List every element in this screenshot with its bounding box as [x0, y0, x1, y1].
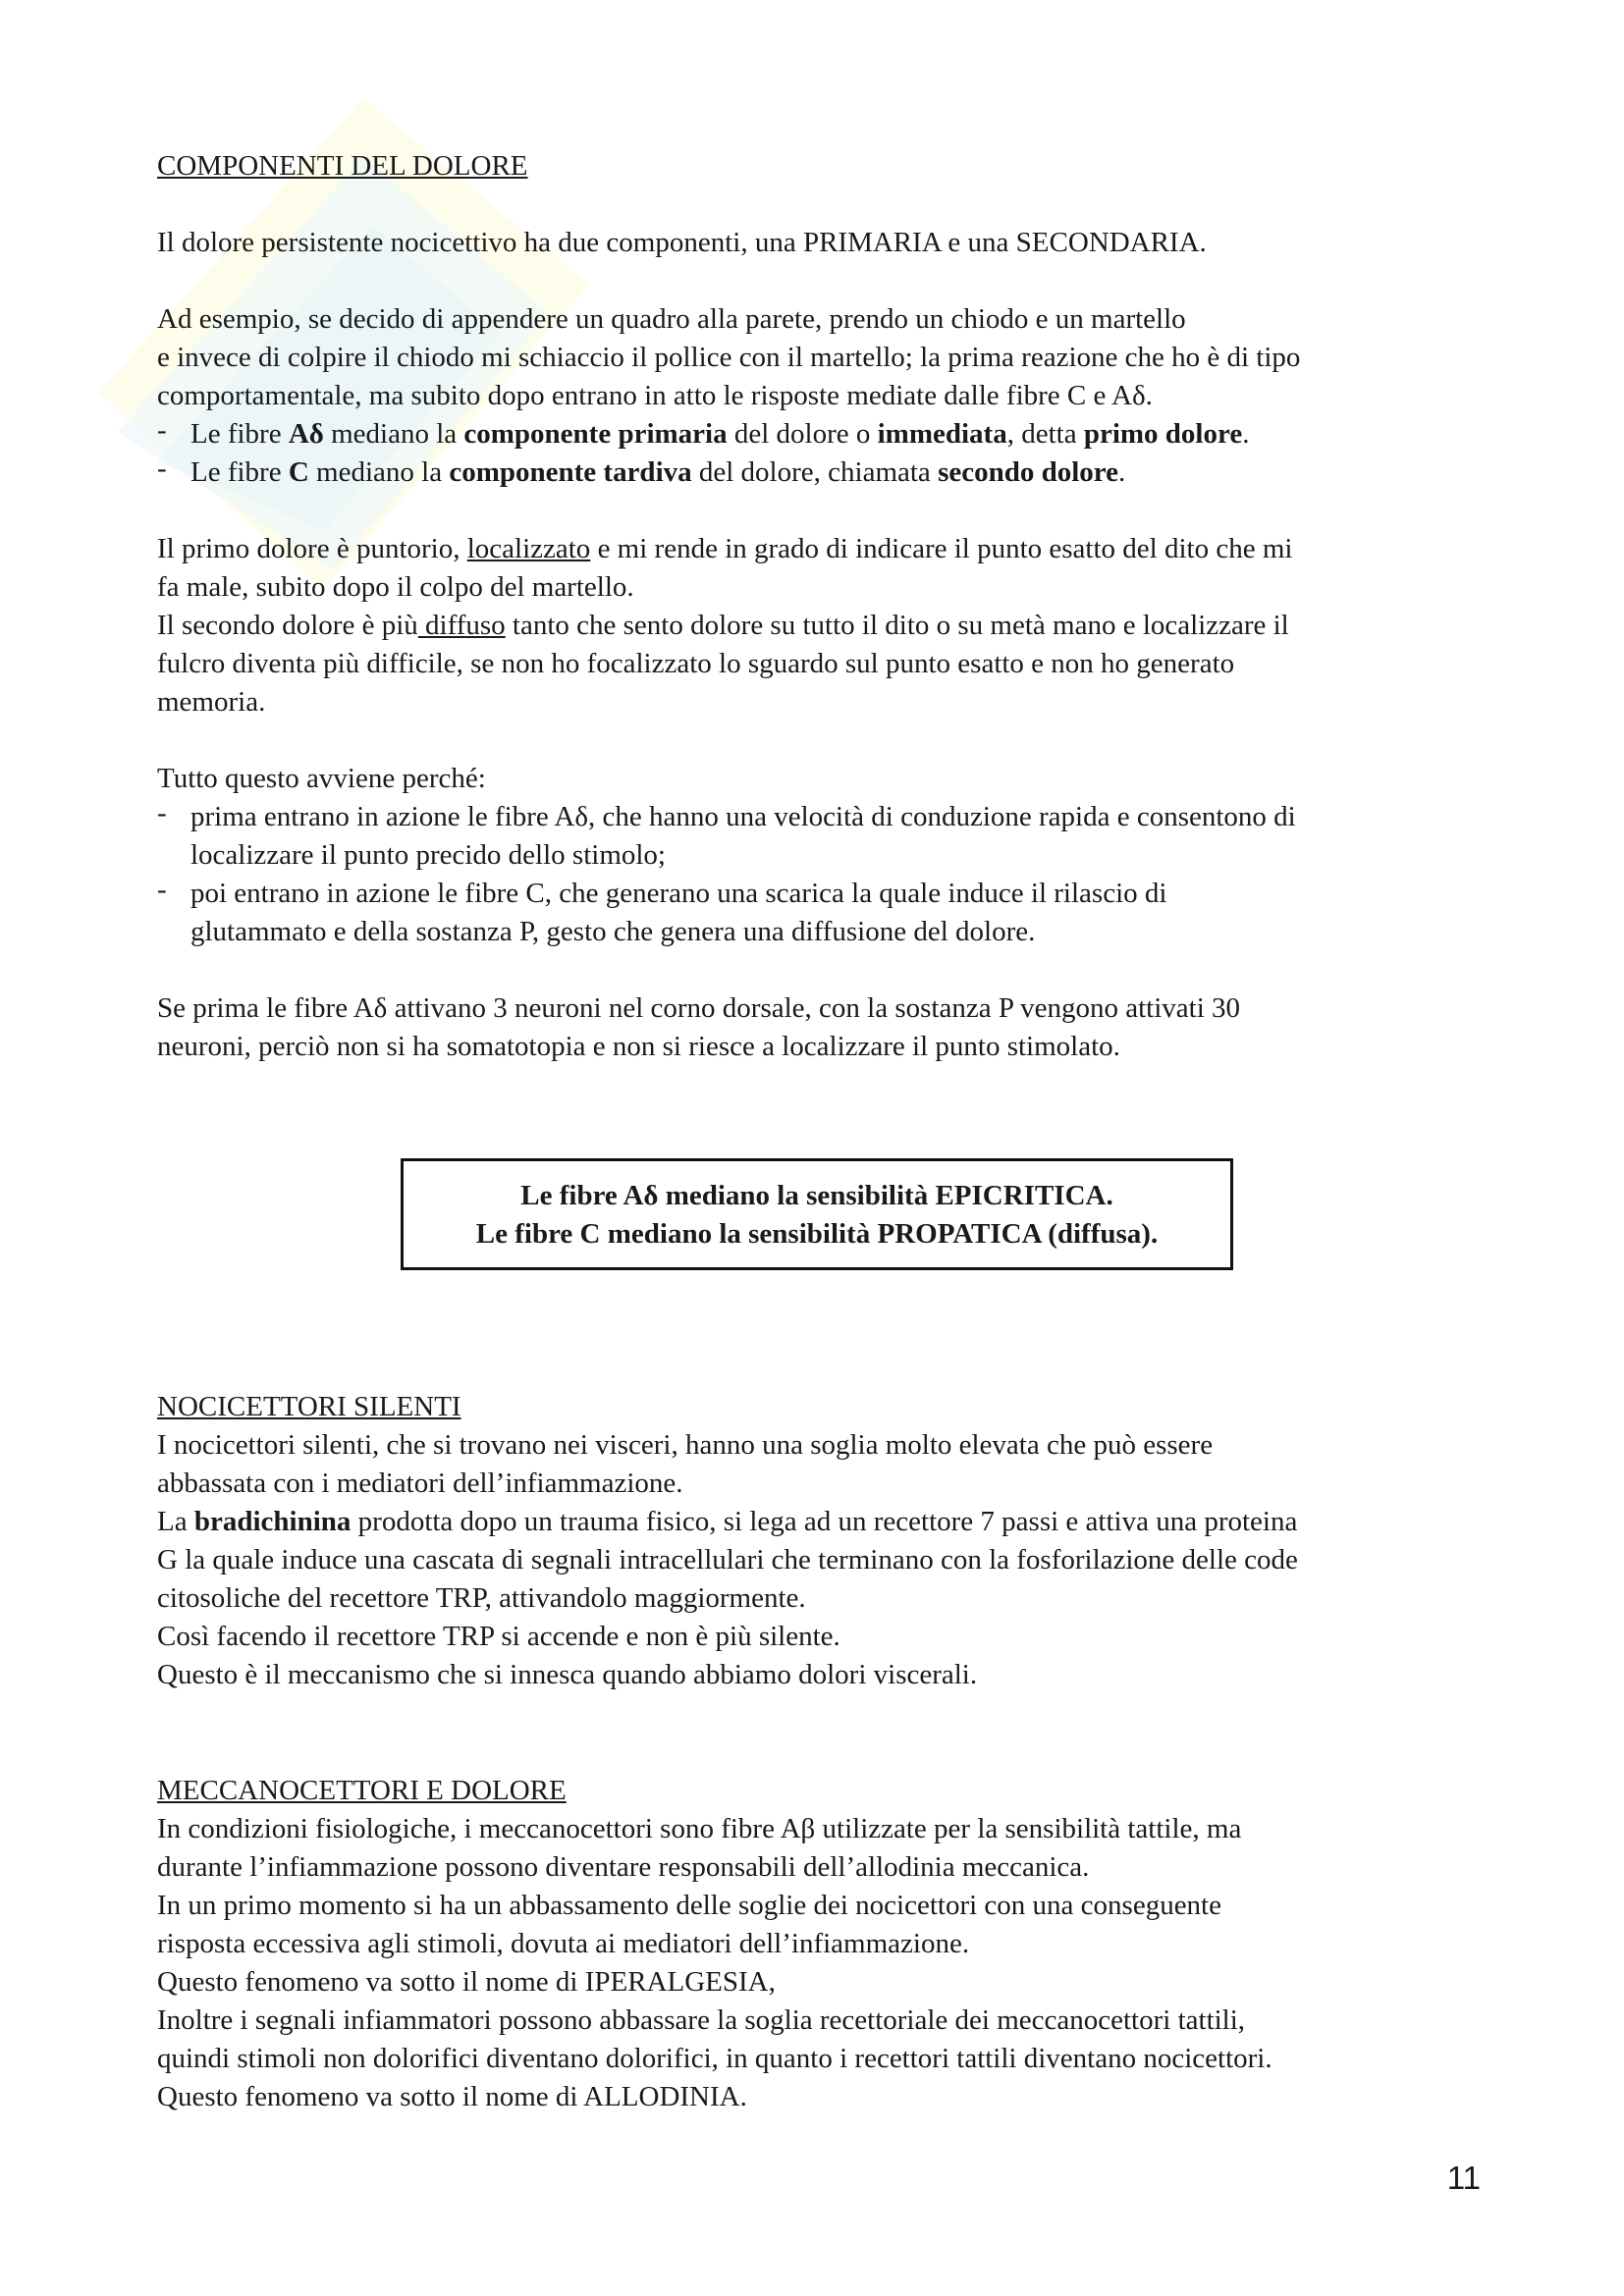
list-item-perche-2: - poi entrano in azione le fibre C, che generano una scarica la quale induce il rilascio di glutammato e della sostanza P, gesto che genera una diffusione del dolore.	[157, 875, 1492, 951]
paragraph-line: G la quale induce una cascata di segnali intracellulari che terminano con la fosforilazione delle code	[157, 1544, 1298, 1575]
paragraph-line: In condizioni fisiologiche, i meccanocettori sono fibre Aβ utilizzate per la sensibilità tattile, ma	[157, 1813, 1242, 1844]
paragraph-secondo-dolore: Il secondo dolore è più diffuso tanto che sento dolore su tutto il dito o su metà mano e localizzare il	[157, 610, 1289, 641]
section-heading-nocicettori: NOCICETTORI SILENTI	[157, 1391, 461, 1422]
paragraph-line: abbassata con i mediatori dell’infiammazione.	[157, 1468, 683, 1499]
perche-list	[157, 798, 1492, 951]
section-heading-componenti: COMPONENTI DEL DOLORE	[157, 150, 528, 182]
paragraph-line: La bradichinina prodotta dopo un trauma fisico, si lega ad un recettore 7 passi e attiva una proteina	[157, 1506, 1298, 1537]
summary-box-line: Le fibre C mediano la sensibilità PROPATICA (diffusa).	[475, 1218, 1159, 1250]
paragraph-line: Così facendo il recettore TRP si accende e non è più silente.	[157, 1621, 840, 1652]
list-item-fibre-c: - Le fibre C mediano la componente tardiva del dolore, chiamata secondo dolore.	[157, 454, 1492, 492]
paragraph-secondo-dolore-cont: memoria.	[157, 686, 266, 718]
paragraph-example-line: comportamentale, ma subito dopo entrano in atto le risposte mediate dalle fibre C e Aδ.	[157, 380, 1153, 411]
summary-box	[401, 1158, 1233, 1270]
paragraph-se-prima: Se prima le fibre Aδ attivano 3 neuroni nel corno dorsale, con la sostanza P vengono attivati 30	[157, 992, 1241, 1024]
paragraph-line: risposta eccessiva agli stimoli, dovuta ai mediatori dell’infiammazione.	[157, 1928, 970, 1959]
summary-box-line: Le fibre Aδ mediano la sensibilità EPICRITICA.	[520, 1180, 1113, 1211]
paragraph-line: quindi stimoli non dolorifici diventano dolorifici, in quanto i recettori tattili diventano nocicettori.	[157, 2043, 1272, 2074]
section-nocicettori-silenti	[157, 1388, 1492, 1694]
page-number: 11	[1446, 2160, 1481, 2196]
paragraph-primo-dolore-cont: fa male, subito dopo il colpo del martello.	[157, 571, 634, 603]
paragraph-example-line: Ad esempio, se decido di appendere un quadro alla parete, prendo un chiodo e un martello	[157, 303, 1186, 335]
paragraph-line: In un primo momento si ha un abbassamento delle soglie dei nocicettori con una conseguente	[157, 1890, 1221, 1921]
paragraph-line: citosoliche del recettore TRP, attivandolo maggiormente.	[157, 1582, 806, 1614]
page-content	[157, 147, 1492, 1066]
fibre-list	[157, 415, 1492, 492]
paragraph-line: Questo fenomeno va sotto il nome di IPERALGESIA,	[157, 1966, 776, 1998]
paragraph-perche-intro: Tutto questo avviene perché:	[157, 763, 486, 794]
paragraph-line: Inoltre i segnali infiammatori possono abbassare la soglia recettoriale dei meccanocettori tattili,	[157, 2004, 1246, 2036]
paragraph-primo-dolore: Il primo dolore è puntorio, localizzato e mi rende in grado di indicare il punto esatto del dito che mi	[157, 533, 1293, 564]
paragraph-line: durante l’infiammazione possono diventare responsabili dell’allodinia meccanica.	[157, 1851, 1090, 1883]
list-item-perche-1: - prima entrano in azione le fibre Aδ, che hanno una velocità di conduzione rapida e consentono di localizzare il punto precido dello stimolo;	[157, 798, 1492, 875]
paragraph-example-line: e invece di colpire il chiodo mi schiaccio il pollice con il martello; la prima reazione che ho è di tipo	[157, 342, 1301, 373]
section-heading-meccanocettori: MECCANOCETTORI E DOLORE	[157, 1775, 567, 1806]
paragraph-line: I nocicettori silenti, che si trovano nei visceri, hanno una soglia molto elevata che può essere	[157, 1429, 1214, 1461]
section-meccanocettori	[157, 1772, 1492, 2116]
paragraph-intro: Il dolore persistente nocicettivo ha due componenti, una PRIMARIA e una SECONDARIA.	[157, 227, 1207, 258]
paragraph-se-prima-cont: neuroni, perciò non si ha somatotopia e non si riesce a localizzare il punto stimolato.	[157, 1031, 1120, 1062]
paragraph-secondo-dolore-cont: fulcro diventa più difficile, se non ho focalizzato lo sguardo sul punto esatto e non ho generato	[157, 648, 1235, 679]
paragraph-line: Questo è il meccanismo che si innesca quando abbiamo dolori viscerali.	[157, 1659, 978, 1690]
list-item-fibre-a-delta: - Le fibre Aδ mediano la componente primaria del dolore o immediata, detta primo dolore.	[157, 415, 1492, 454]
paragraph-line: Questo fenomeno va sotto il nome di ALLODINIA.	[157, 2081, 747, 2112]
